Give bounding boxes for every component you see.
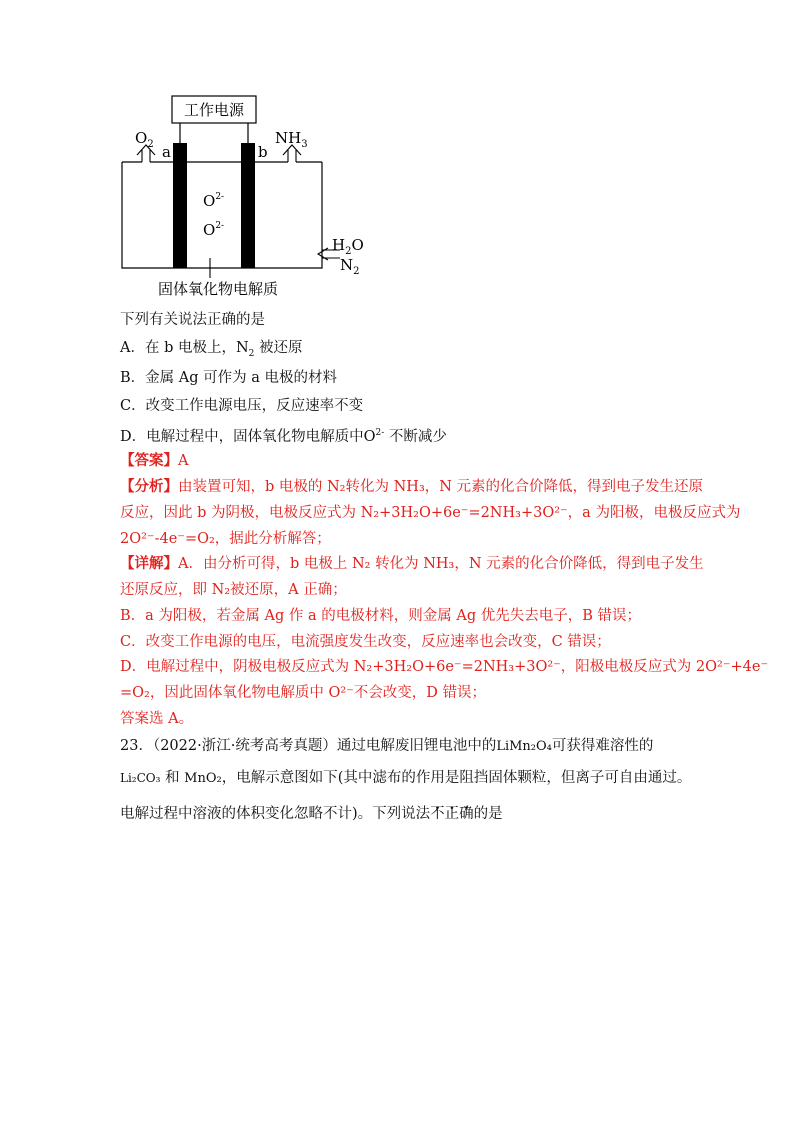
answer-line [120, 451, 188, 471]
nh3-label: $NH_3$ [275, 129, 308, 150]
h2o-label: $H_2O$ [332, 236, 364, 257]
emphasis-char-2: 正 [444, 806, 460, 822]
cell-outline [122, 162, 322, 268]
detail-label: 【详解】 [120, 555, 178, 572]
analysis-line-2: 反应，因此 b 为阴极，电极反应式为 N₂+3H₂O+6e⁻=2NH₃+3O²⁻，a 为阳极，电极反应式为 [120, 505, 741, 521]
q23-line-3: 电解过程中溶液的体积变化忽略不计)。下列说法不正确的是 [120, 806, 503, 822]
option-d: D．电解过程中，固体氧化物电解质中$O^{2-}$ 不断减少 [120, 428, 447, 445]
electrode-a-label: a [162, 143, 171, 161]
q23-line-2: Li₂CO₃ 和 MnO₂，电解示意图如下(其中滤布的作用是阻挡固体颗粒，但离子可自由通过。 [120, 770, 692, 786]
detail-line-1: 【详解】A．由分析可得，b 电极上 N₂ 转化为 NH₃，N 元素的化合价降低，得到电子发生 [120, 555, 704, 572]
answer-value: A [178, 453, 189, 469]
analysis-line-1: 【分析】由装置可知，b 电极的 N₂转化为 NH₃，N 元素的化合价降低，得到电子发生还原 [120, 478, 704, 495]
electrolysis-diagram [0, 0, 800, 310]
diagram-caption: 固体氧化物电解质 [158, 280, 279, 298]
analysis-line-3: 2O²⁻-4e⁻=O₂，据此分析解答； [120, 531, 331, 547]
electrode-b-label: b [258, 143, 268, 161]
detail-line-4: C．改变工作电源的电压，电流强度发生改变，反应速率也会改变，C 错误； [120, 634, 611, 650]
option-a: A．在 b 电极上，$N_2$ 被还原 [120, 340, 303, 359]
question-stem: 下列有关说法正确的是 [120, 312, 265, 328]
answer-label: 【答案】 [120, 452, 178, 469]
final-answer: 答案选 A。 [120, 711, 194, 727]
power-label: 工作电源 [183, 101, 245, 119]
nh3-outlet-arrow [283, 145, 301, 162]
detail-line-6: =O₂，因此固体氧化物电解质中 O²⁻不会改变，D 错误； [120, 685, 487, 701]
electrode-a [173, 143, 187, 268]
option-c: C．改变工作电源电压，反应速率不变 [120, 398, 364, 414]
emphasis-char-1: 不 [430, 806, 445, 822]
detail-line-5: D．电解过程中，阴极电极反应式为 N₂+3H₂O+6e⁻=2NH₃+3O²⁻，阳极电极反应式为 2O²⁻+4e⁻ [120, 659, 769, 675]
ion-label-1: $O^{2-}$ [203, 192, 225, 210]
q23-line-1: 23．（2022·浙江·统考高考真题）通过电解废旧锂电池中的LiMn₂O₄可获得难溶性的 [120, 738, 654, 754]
analysis-label: 【分析】 [120, 478, 178, 495]
o2-label: $O_2$ [135, 129, 154, 150]
n2-label: $N_2$ [340, 256, 360, 277]
emphasis-char-3: 确 [459, 806, 474, 822]
option-b: B．金属 Ag 可作为 a 电极的材料 [120, 370, 337, 386]
electrode-b [241, 143, 255, 268]
ion-label-2: $O^{2-}$ [203, 221, 225, 239]
detail-line-3: B．a 为阳极，若金属 Ag 作 a 的电极材料，则金属 Ag 优先失去电子，B 错误； [120, 608, 641, 624]
detail-line-2: 还原反应，即 N₂被还原，A 正确； [120, 582, 347, 598]
